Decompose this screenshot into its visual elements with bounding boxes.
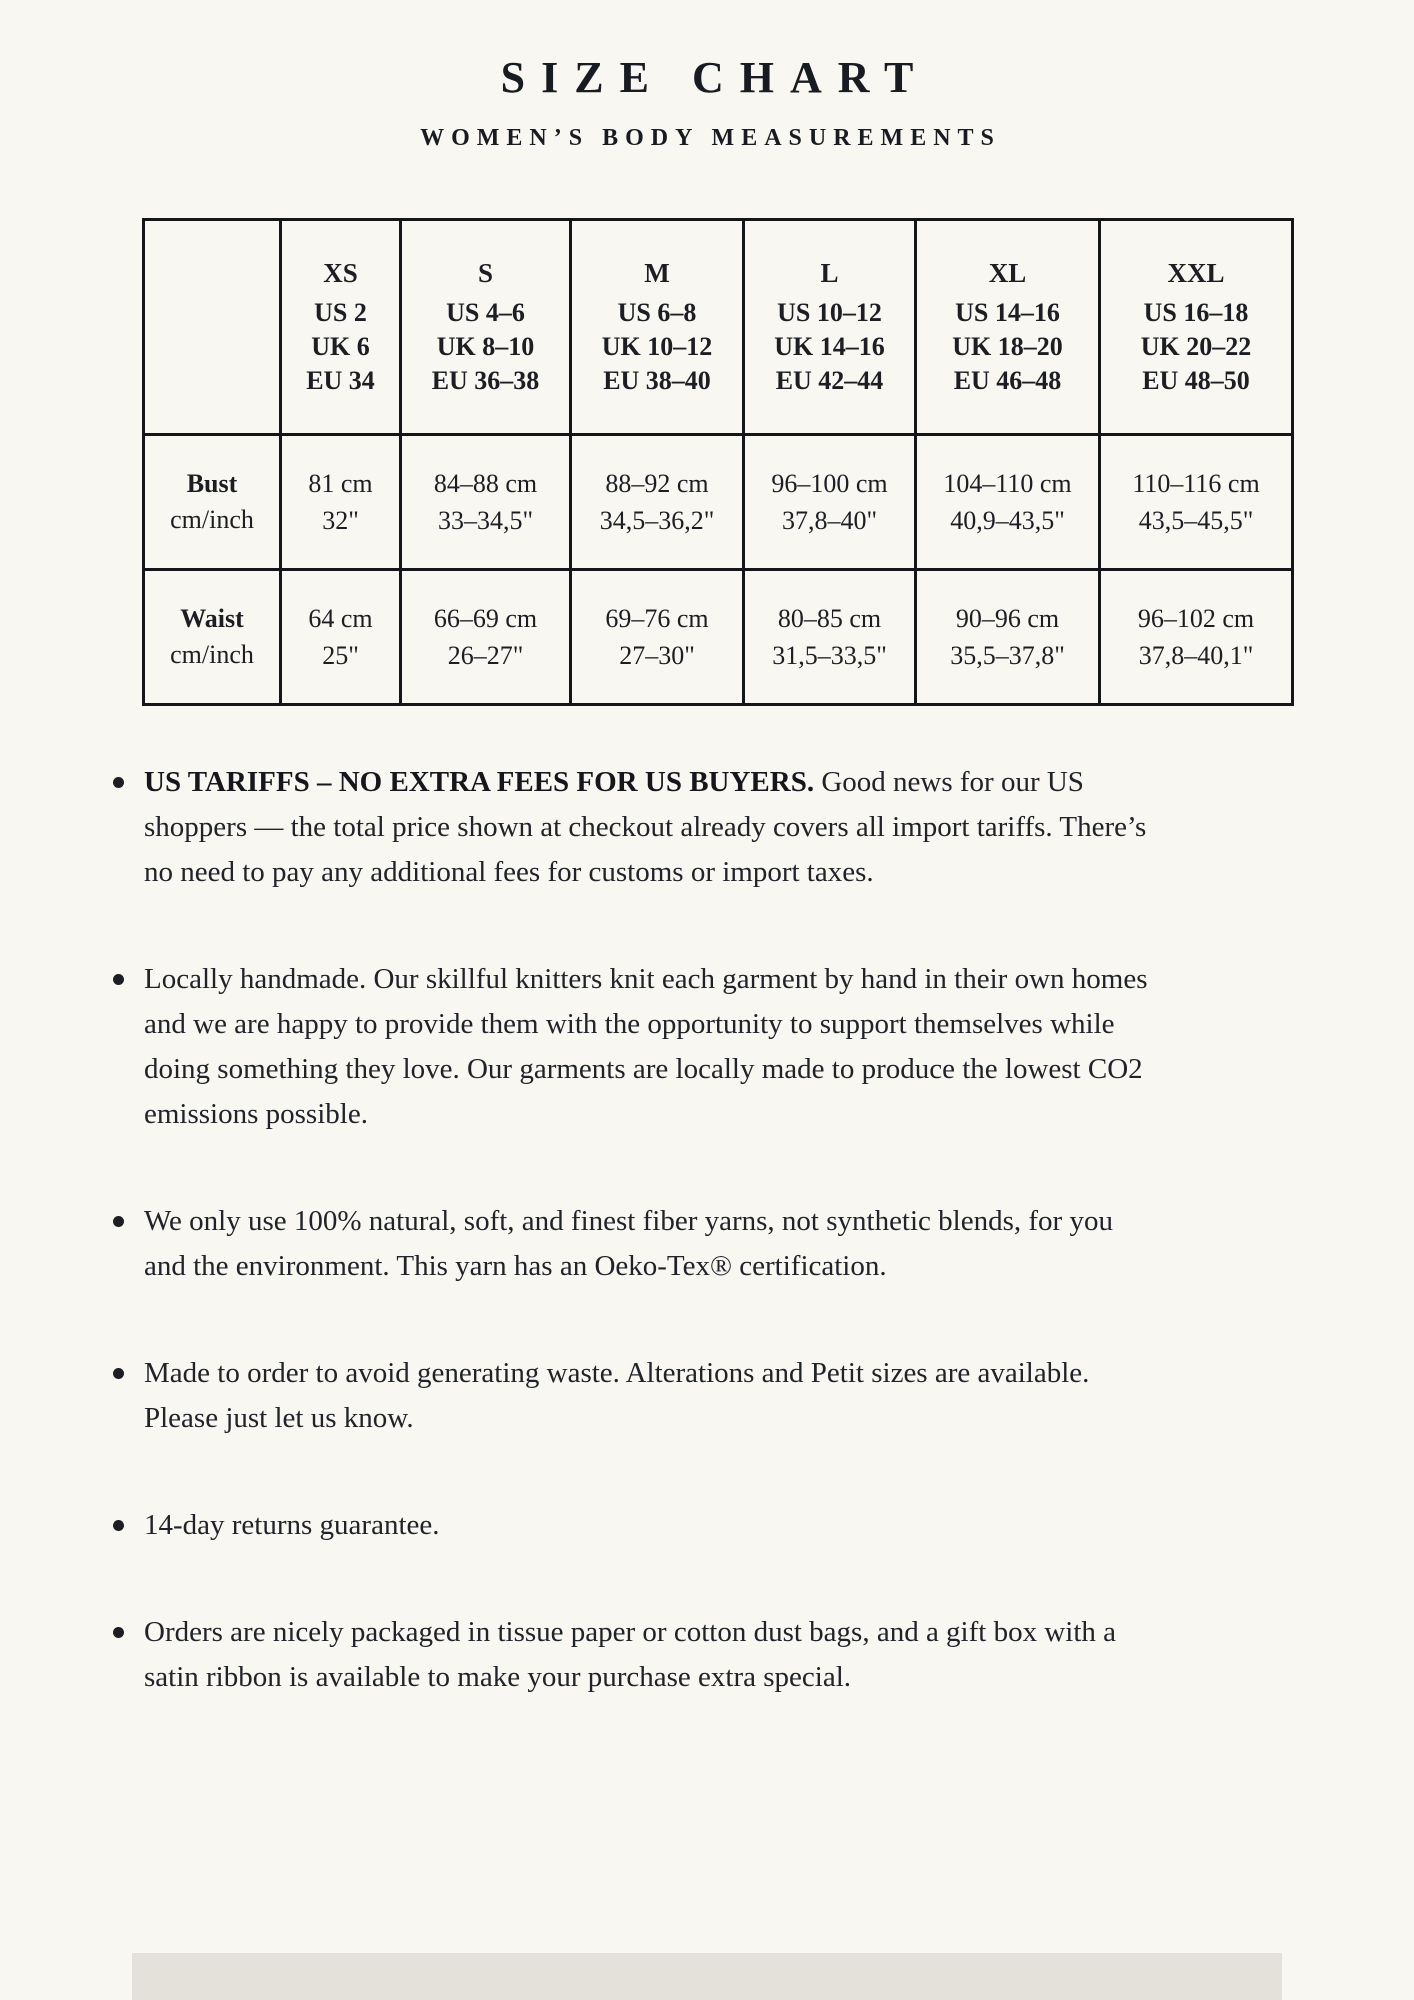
footer-bar — [132, 1953, 1282, 2000]
inch-value: 27–30" — [619, 641, 695, 670]
inch-value: 25" — [322, 641, 359, 670]
size-uk: UK 20–22 — [1140, 332, 1252, 361]
waist-xs-cell — [281, 570, 401, 705]
size-col-xxl — [1100, 220, 1293, 435]
size-name: XXL — [1167, 258, 1225, 288]
inch-value: 26–27" — [447, 641, 524, 670]
size-eu: EU 48–50 — [1142, 366, 1250, 395]
list-item-us-tariffs — [112, 760, 1152, 895]
cm-value: 84–88 cm — [433, 469, 538, 498]
list-item-packaging — [112, 1610, 1152, 1700]
list-item-text: Made to order to avoid generating waste. Alterations and Petit sizes are available. Please just let us know. — [144, 1357, 1090, 1434]
size-eu: EU 34 — [306, 366, 375, 395]
row-unit-text: cm/inch — [170, 505, 254, 534]
bust-m-cell — [571, 435, 744, 570]
inch-value: 34,5–36,2" — [599, 506, 715, 535]
row-label-text: Bust — [186, 469, 238, 498]
list-item-bold-lead: US TARIFFS – NO EXTRA FEES FOR US BUYERS. — [144, 766, 815, 798]
list-item-text: We only use 100% natural, soft, and finest fiber yarns, not synthetic blends, for you and the environment. This yarn has an Oeko-Tex® certification. — [144, 1205, 1113, 1282]
cm-value: 64 cm — [308, 604, 373, 633]
size-eu: EU 46–48 — [953, 366, 1062, 395]
size-us: US 2 — [314, 298, 367, 327]
cm-value: 104–110 cm — [943, 469, 1072, 498]
size-us: US 6–8 — [617, 298, 697, 327]
size-col-m — [571, 220, 744, 435]
size-eu: EU 42–44 — [775, 366, 884, 395]
bust-row-label — [144, 435, 281, 570]
size-us: US 10–12 — [777, 298, 882, 327]
inch-value: 33–34,5" — [437, 506, 534, 535]
list-item-natural-yarns — [112, 1199, 1152, 1289]
inch-value: 37,8–40,1" — [1138, 641, 1254, 670]
corner-cell — [144, 220, 281, 435]
bust-xl-cell — [916, 435, 1100, 570]
waist-row — [144, 570, 1293, 705]
bust-s-cell — [401, 435, 571, 570]
size-eu: EU 36–38 — [431, 366, 540, 395]
size-uk: UK 14–16 — [774, 332, 885, 361]
cm-value: 88–92 cm — [605, 469, 709, 498]
cm-value: 96–102 cm — [1137, 604, 1255, 633]
size-us: US 16–18 — [1143, 298, 1249, 327]
waist-xl-cell — [916, 570, 1100, 705]
inch-value: 37,8–40" — [781, 506, 878, 535]
inch-value: 35,5–37,8" — [950, 641, 1065, 670]
size-col-s — [401, 220, 571, 435]
list-item-made-to-order — [112, 1351, 1152, 1441]
size-col-xs — [281, 220, 401, 435]
row-label-text: Waist — [180, 604, 244, 633]
bust-row — [144, 435, 1293, 570]
waist-row-label — [144, 570, 281, 705]
list-item-text: 14-day returns guarantee. — [144, 1509, 440, 1541]
size-name: M — [644, 258, 670, 288]
inch-value: 32" — [322, 506, 359, 535]
cm-value: 69–76 cm — [605, 604, 709, 633]
cm-value: 80–85 cm — [777, 604, 882, 633]
size-name: L — [820, 258, 839, 288]
size-name: XL — [988, 258, 1027, 288]
list-item-text: Orders are nicely packaged in tissue paper or cotton dust bags, and a gift box with a satin ribbon is available to make your purchase extra special. — [144, 1616, 1117, 1693]
size-col-l — [744, 220, 916, 435]
size-uk: UK 6 — [311, 332, 370, 361]
cm-value: 81 cm — [308, 469, 373, 498]
bust-xs-cell — [281, 435, 401, 570]
size-uk: UK 18–20 — [952, 332, 1063, 361]
cm-value: 96–100 cm — [771, 469, 888, 498]
list-item-text: Locally handmade. Our skillful knitters knit each garment by hand in their own homes and we are happy to provide them with the opportunity to support themselves while doing something they love. Our garments are locally made to produce the lowest CO2 emissions possible. — [144, 963, 1148, 1130]
inch-value: 31,5–33,5" — [772, 641, 887, 670]
product-info-list — [112, 760, 1152, 1700]
page-title: SIZE CHART — [500, 53, 930, 102]
list-item-locally-handmade — [112, 957, 1152, 1137]
page-subtitle: WOMEN’S BODY MEASUREMENTS — [420, 125, 1001, 151]
cm-value: 110–116 cm — [1132, 469, 1260, 498]
list-item-text: Good news for our US shoppers — the total price shown at checkout already covers all import tariffs. There’s no need to pay any additional fees for customs or import taxes. — [144, 766, 1147, 888]
size-col-xl — [916, 220, 1100, 435]
list-item-returns-guarantee — [112, 1503, 1152, 1548]
size-header-row — [144, 220, 1293, 435]
waist-xxl-cell — [1100, 570, 1293, 705]
waist-s-cell — [401, 570, 571, 705]
cm-value: 66–69 cm — [433, 604, 538, 633]
size-us: US 14–16 — [955, 298, 1060, 327]
size-table — [142, 218, 1294, 706]
inch-value: 43,5–45,5" — [1138, 506, 1254, 535]
size-eu: EU 38–40 — [603, 366, 711, 395]
bust-xxl-cell — [1100, 435, 1293, 570]
waist-m-cell — [571, 570, 744, 705]
bust-l-cell — [744, 435, 916, 570]
cm-value: 90–96 cm — [955, 604, 1060, 633]
size-name: S — [477, 258, 494, 288]
size-uk: UK 8–10 — [436, 332, 535, 361]
size-uk: UK 10–12 — [601, 332, 713, 361]
inch-value: 40,9–43,5" — [950, 506, 1065, 535]
waist-l-cell — [744, 570, 916, 705]
size-name: XS — [323, 258, 358, 288]
row-unit-text: cm/inch — [170, 640, 254, 669]
size-us: US 4–6 — [446, 298, 525, 327]
